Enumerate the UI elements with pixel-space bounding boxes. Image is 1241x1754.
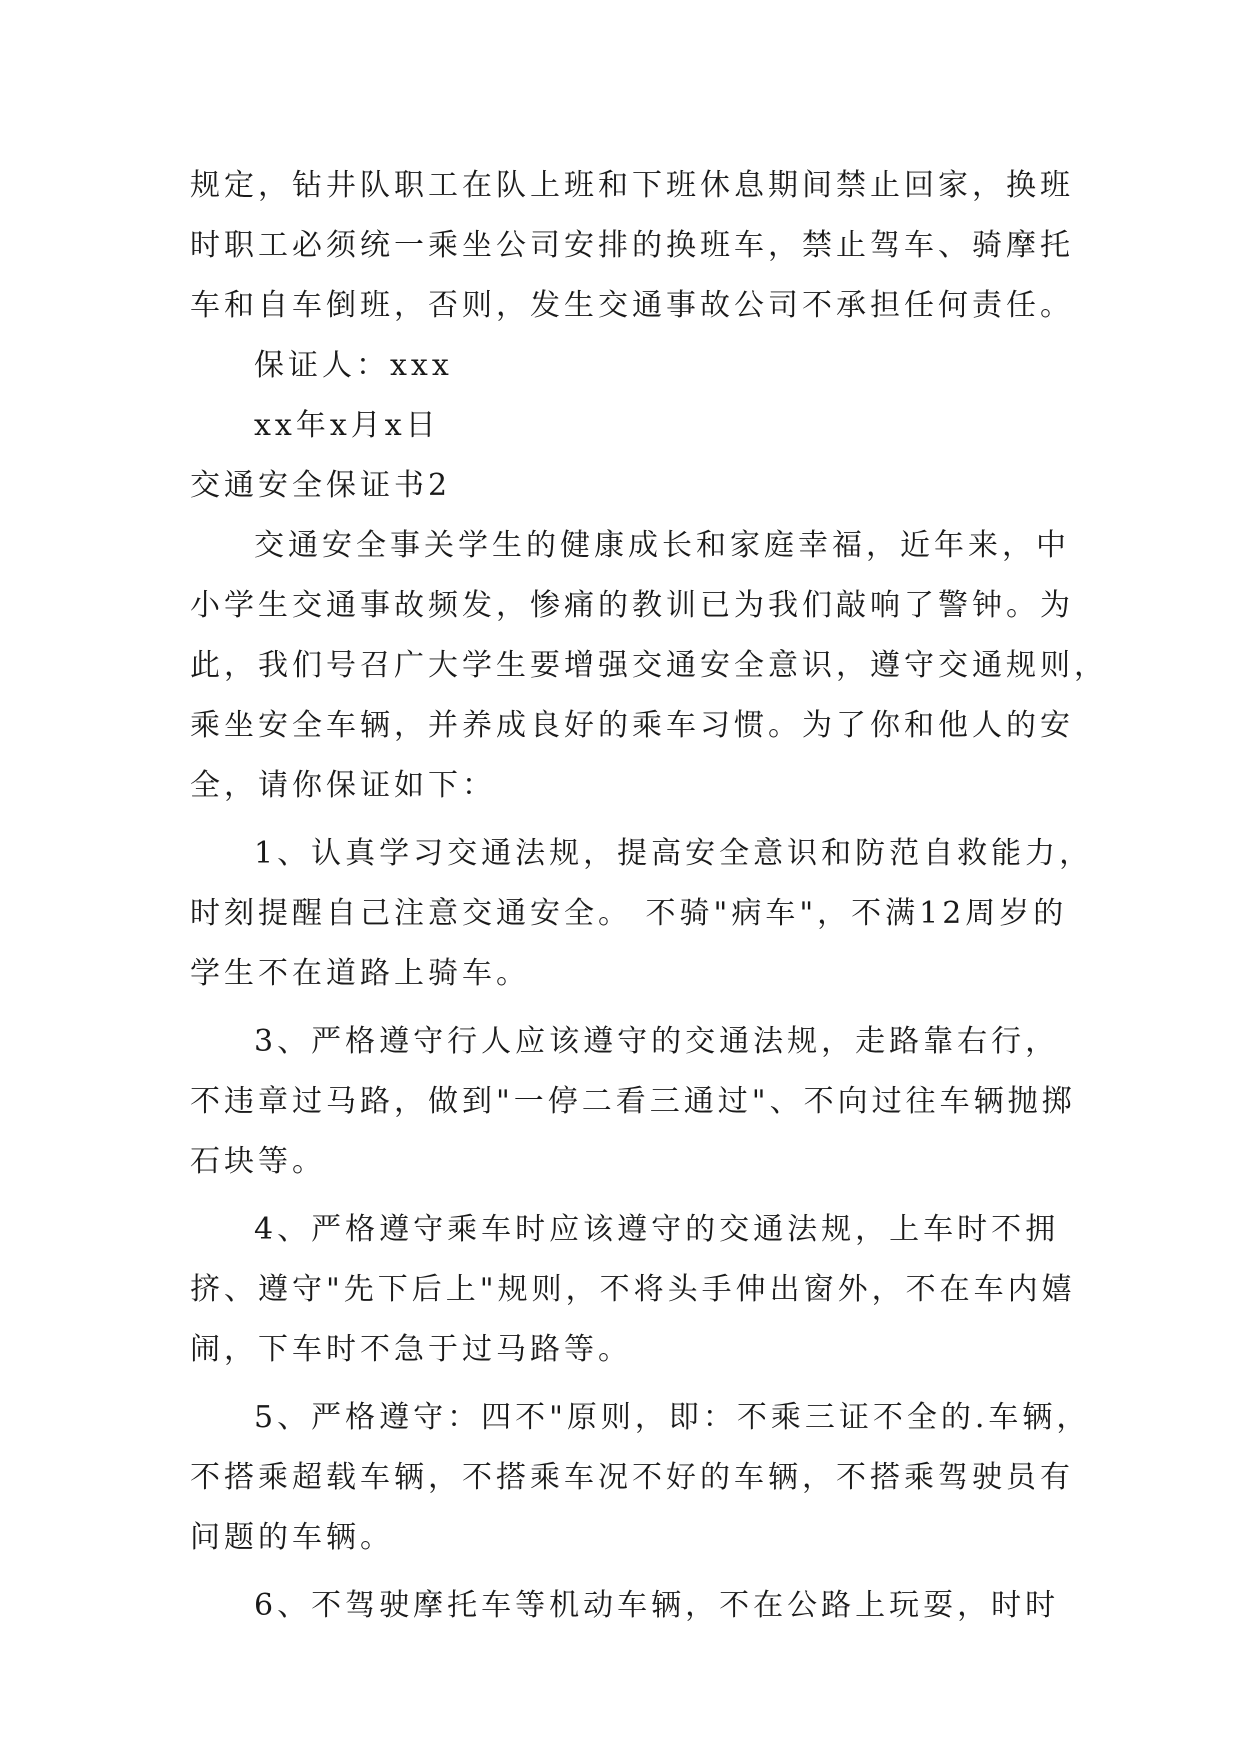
text-line: 4、严格遵守乘车时应该遵守的交通法规，上车时不拥: [254, 1212, 1060, 1247]
text-line: 石块等。: [190, 1144, 326, 1179]
text-line: 6、不驾驶摩托车等机动车辆，不在公路上玩耍，时时: [254, 1588, 1060, 1623]
text-line: 挤、遵守"先下后上"规则，不将头手伸出窗外，不在车内嬉: [190, 1272, 1076, 1307]
text-line: 时刻提醒自己注意交通安全。 不骑"病车"，不满12周岁的: [190, 896, 1068, 931]
text-line: 时职工必须统一乘坐公司安排的换班车，禁止驾车、骑摩托: [190, 228, 1074, 263]
text-line: 交通安全事关学生的健康成长和家庭幸福，近年来，中: [254, 528, 1070, 563]
text-line: 小学生交通事故频发，惨痛的教训已为我们敲响了警钟。为: [190, 588, 1074, 623]
text-line: 此，我们号召广大学生要增强交通安全意识，遵守交通规则，: [190, 648, 1108, 683]
text-line: 5、严格遵守：四不"原则，即：不乘三证不全的.车辆，: [254, 1400, 1091, 1435]
text-line: 不违章过马路，做到"一停二看三通过"、不向过往车辆抛掷: [190, 1084, 1076, 1119]
document-body: [190, 156, 1108, 1636]
text-line: 学生不在道路上骑车。: [190, 956, 530, 991]
text-line: 车和自车倒班，否则，发生交通事故公司不承担任何责任。: [190, 288, 1074, 323]
text-line: 1、认真学习交通法规，提高安全意识和防范自救能力，: [254, 836, 1094, 871]
text-line: 全，请你保证如下：: [190, 768, 496, 803]
text-line: 3、严格遵守行人应该遵守的交通法规，走路靠右行，: [254, 1024, 1060, 1059]
text-line: 规定，钻井队职工在队上班和下班休息期间禁止回家，换班: [190, 168, 1074, 203]
text-line: 问题的车辆。: [190, 1520, 394, 1555]
date-line: xx年x月x日: [254, 408, 440, 443]
text-line: 乘坐安全车辆，并养成良好的乘车习惯。为了你和他人的安: [190, 708, 1074, 743]
section-title: 交通安全保证书2: [190, 468, 452, 503]
text-line: 闹，下车时不急于过马路等。: [190, 1332, 632, 1367]
text-line: 不搭乘超载车辆，不搭乘车况不好的车辆，不搭乘驾驶员有: [190, 1460, 1074, 1495]
guarantor-line: 保证人：xxx: [254, 348, 453, 383]
